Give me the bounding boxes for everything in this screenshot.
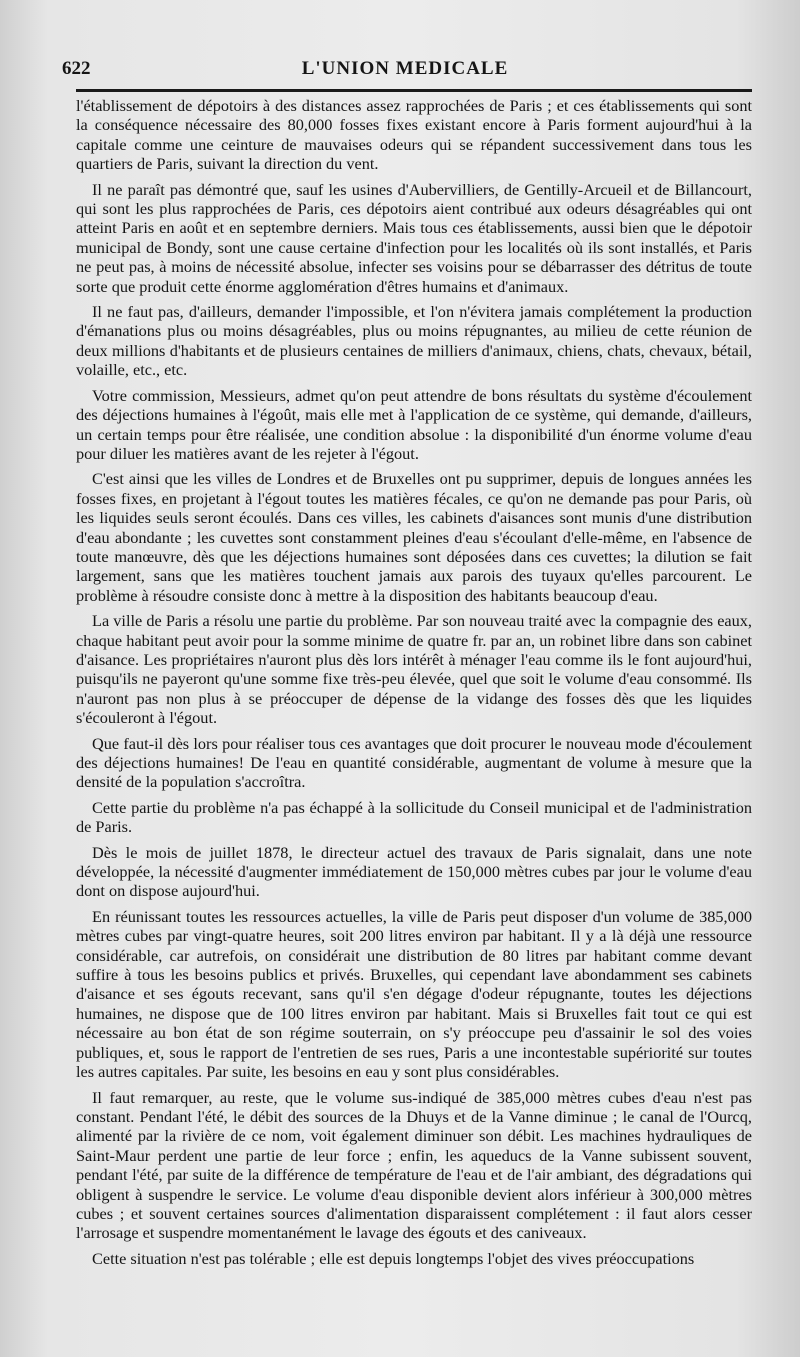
paragraph: La ville de Paris a résolu une partie du problème. Par son nouveau traité avec la compagnie des eaux, chaque habitant peut avoir pour la somme minime de quatre fr. par an, un robinet libre dans son cabinet d'aisance. Les propriétaires n'auront plus dès lors intérêt à ménager l'eau comme ils le font aujourd'hui, puisqu'ils ne payeront qu'une somme fixe très-peu élevée, quel que soit le volume d'eau consommé. Ils n'auront pas non plus à se préoccuper de dépense de la vidange des fosses dès que les liquides s'écouleront à l'égout. — [76, 611, 752, 728]
page-number: 622 — [62, 58, 91, 79]
paragraph: En réunissant toutes les ressources actuelles, la ville de Paris peut disposer d'un volume de 385,000 mètres cubes par vingt-quatre heures, soit 200 litres environ par habitant. Il y a là déjà une ressource considérable, car autrefois, on considérait une distribution de 80 litres par habitant comme devant suffire à tous les besoins publics et privés. Bruxelles, qui cependant lave abondamment ses cabinets d'aisance et ses égouts recevant, sans qu'il s'en dégage d'odeur répugnante, toutes les déjections humaines, ne dispose que de 100 litres environ par habitant. Mais si Bruxelles fait tout ce qui est nécessaire au bon état de son régime souterrain, on s'y préoccupe peu d'assainir le sol des voies publiques, et, sous le rapport de l'entretien de ses rues, Paris a une incontestable supériorité sur toutes les autres capitales. Par suite, les besoins en eau y sont plus considérables. — [76, 906, 752, 1082]
paragraph: l'établissement de dépotoirs à des distances assez rapprochées de Paris ; et ces établissements qui sont la conséquence nécessaire des 80,000 fosses fixes existant encore à Paris forment aujourd'hui à la capitale comme une ceinture de mauvaises odeurs qui se répandent successivement dans tous les quartiers de Paris, suivant la direction du vent. — [76, 96, 752, 174]
paragraph: C'est ainsi que les villes de Londres et de Bruxelles ont pu supprimer, depuis de longues années les fosses fixes, en projetant à l'égout toutes les matières fécales, ce qu'on ne demande pas pour Paris, où les liquides seuls seront écoulés. Dans ces villes, les cabinets d'aisances sont munis d'une distribution d'eau abondante ; les cuvettes sont constamment pleines d'eau s'écoulant d'elle-même, en l'absence de toute manœuvre, dès que les déjections humaines sont déposées dans ces cuvettes; la dilution se fait largement, sans que les matières touchent jamais aux parois des tuyaux qu'elles parcourent. Le problème à résoudre consiste donc à mettre à la disposition des habitants beaucoup d'eau. — [76, 469, 752, 605]
paragraph: Cette partie du problème n'a pas échappé à la sollicitude du Conseil municipal et de l'administration de Paris. — [76, 797, 752, 837]
body-text — [76, 96, 752, 1274]
paragraph: Il ne paraît pas démontré que, sauf les usines d'Aubervilliers, de Gentilly-Arcueil et de Billancourt, qui sont les plus rapprochées de Paris, ces dépotoirs aient contribué aux odeurs désagréables qui ont atteint Paris en août et en septembre derniers. Mais tous ces établissements, aussi bien que le dépotoir municipal de Bondy, sont une cause certaine d'infection pour les localités où ils sont installés, et Paris ne peut pas, à moins de nécessité absolue, infecter ses voisins pour se débarrasser des détritus de toute sorte que produit cette énorme agglomération d'êtres humains et d'animaux. — [76, 179, 752, 296]
paragraph: Il faut remarquer, au reste, que le volume sus-indiqué de 385,000 mètres cubes d'eau n'est pas constant. Pendant l'été, le débit des sources de la Dhuys et de la Vanne diminue ; le canal de l'Ourcq, alimenté par la rivière de ce nom, voit également diminuer son débit. Les machines hydrauliques de Saint-Maur perdent une partie de leur force ; enfin, les aqueducs de la Vanne subissent souvent, pendant l'été, par suite de la différence de température de l'eau et de l'air ambiant, des dégradations qui obligent à suspendre le service. Le volume d'eau disponible devient alors inférieur à 300,000 mètres cubes ; et souvent certaines sources d'alimentation disparaissent complétement : il faut alors cesser l'arrosage et suspendre momentanément le lavage des égouts et des caniveaux. — [76, 1087, 752, 1243]
paragraph: Cette situation n'est pas tolérable ; elle est depuis longtemps l'objet des vives préoccupations — [92, 1248, 695, 1268]
paragraph: Dès le mois de juillet 1878, le directeur actuel des travaux de Paris signalait, dans une note développée, la nécessité d'augmenter immédiatement de 150,000 mètres cubes par jour le volume d'eau dont on dispose aujourd'hui. — [76, 842, 752, 901]
paragraph: Votre commission, Messieurs, admet qu'on peut attendre de bons résultats du système d'écoulement des déjections humaines à l'égoût, mais elle met à l'application de ce système, qui demande, d'ailleurs, un certain temps pour être réalisée, une condition absolue : la disponibilité d'un énorme volume d'eau pour diluer les matières avant de les rejeter à l'égout. — [76, 385, 752, 463]
header-rule — [76, 89, 752, 92]
page-header — [60, 54, 750, 84]
paragraph: Que faut-il dès lors pour réaliser tous ces avantages que doit procurer le nouveau mode d'écoulement des déjections humaines! De l'eau en quantité considérable, augmentant de volume à mesure que la densité de la population s'accroîtra. — [76, 733, 752, 792]
running-title: L'UNION MEDICALE — [301, 58, 509, 79]
paragraph: Il ne faut pas, d'ailleurs, demander l'impossible, et l'on n'évitera jamais complétement la production d'émanations plus ou moins désagréables, plus ou moins répugnantes, au milieu de cette réunion de deux millions d'habitants et de plusieurs centaines de milliers d'animaux, chiens, chats, chevaux, bétail, volaille, etc., etc. — [76, 302, 752, 380]
